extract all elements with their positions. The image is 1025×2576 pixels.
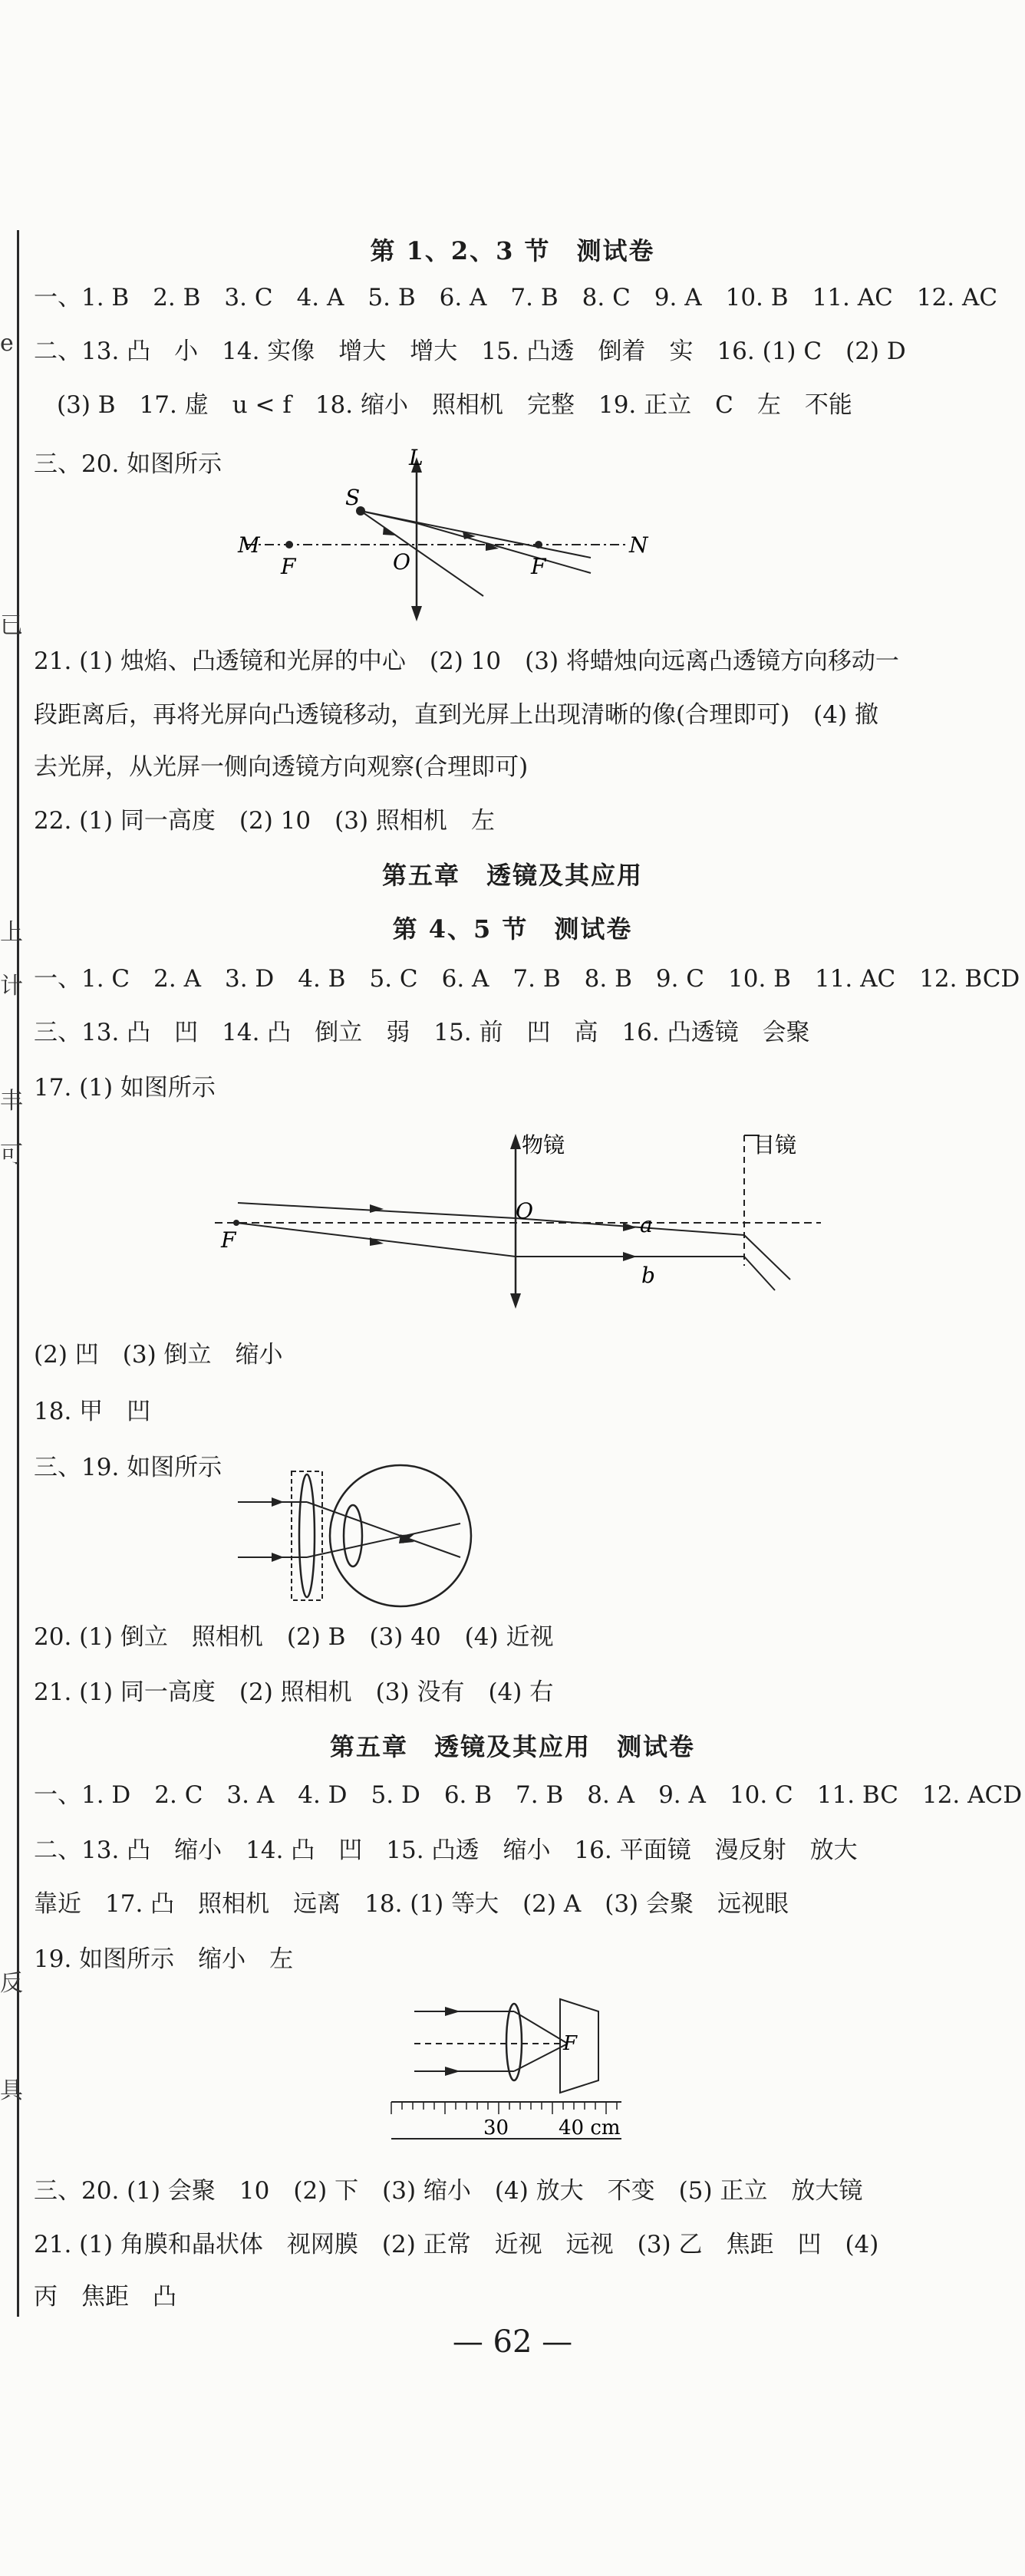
diagram-eye-correction xyxy=(230,1458,483,1611)
label-a: a xyxy=(640,1212,653,1237)
answer-line: 丙 焦距 凸 xyxy=(34,2283,176,2311)
answer-line: 17. (1) 如图所示 xyxy=(34,1074,216,1102)
label-eyepiece: 目镜 xyxy=(753,1132,797,1158)
answer-line: 20. (1) 倒立 照相机 (2) B (3) 40 (4) 近视 xyxy=(34,1623,554,1651)
label-objective: 物镜 xyxy=(522,1132,565,1158)
answer-line: 21. (1) 角膜和晶状体 视网膜 (2) 正常 近视 远视 (3) 乙 焦距 凹 (4) xyxy=(34,2231,879,2258)
label-b: b xyxy=(641,1263,655,1288)
margin-char: e xyxy=(0,330,14,357)
answer-line: 三、19. 如图所示 xyxy=(34,1454,222,1481)
answer-line: 19. 如图所示 缩小 左 xyxy=(34,1945,294,1973)
answer-line: 三、20. 如图所示 xyxy=(34,450,222,478)
answer-line: 去光屏，从光屏一侧向透镜方向观察(合理即可) xyxy=(34,753,529,781)
label-F: F xyxy=(563,2032,578,2055)
ruler-tick-30: 30 xyxy=(483,2116,509,2140)
section-title: 第 1、2、3 节 测试卷 xyxy=(370,236,655,265)
label-L: L xyxy=(409,446,424,470)
label-O: O xyxy=(516,1198,533,1224)
margin-char: 上 xyxy=(0,919,23,946)
label-F-left: F xyxy=(281,554,296,579)
margin-rule xyxy=(17,230,19,2317)
label-S: S xyxy=(345,485,361,510)
answer-line: (2) 凹 (3) 倒立 缩小 xyxy=(34,1341,283,1369)
answer-line: 靠近 17. 凸 照相机 远离 18. (1) 等大 (2) A (3) 会聚 远视眼 xyxy=(34,1890,789,1918)
answer-line: 二、13. 凸 小 14. 实像 增大 增大 15. 凸透 倒着 实 16. (1) C (2) D xyxy=(34,338,906,365)
label-F: F xyxy=(221,1227,236,1253)
answer-line: (3) B 17. 虚 u < f 18. 缩小 照相机 完整 19. 正立 C 左 不能 xyxy=(57,391,852,419)
answer-line: 一、1. B 2. B 3. C 4. A 5. B 6. A 7. B 8. C 9. A 10. B 11. AC 12. AC xyxy=(34,284,998,311)
section-title: 第五章 透镜及其应用 测试卷 xyxy=(329,1732,695,1761)
margin-char: 可 xyxy=(0,1141,23,1168)
margin-char: 具 xyxy=(0,2077,23,2104)
page-number: — 62 — xyxy=(452,2324,573,2360)
answer-line: 18. 甲 凹 xyxy=(34,1398,151,1425)
label-N: N xyxy=(629,532,648,558)
section-title: 第 4、5 节 测试卷 xyxy=(392,914,633,944)
answer-line: 21. (1) 同一高度 (2) 照相机 (3) 没有 (4) 右 xyxy=(34,1678,554,1706)
answer-line: 一、1. C 2. A 3. D 4. B 5. C 6. A 7. B 8. B 9. C 10. B 11. AC 12. BCD xyxy=(34,965,1020,993)
label-M: M xyxy=(238,532,260,558)
answer-line: 22. (1) 同一高度 (2) 10 (3) 照相机 左 xyxy=(34,807,495,835)
answer-line: 三、13. 凸 凹 14. 凸 倒立 弱 15. 前 凹 高 16. 凸透镜 会聚 xyxy=(34,1019,810,1046)
answer-line: 一、1. D 2. C 3. A 4. D 5. D 6. B 7. B 8. A 9. A 10. C 11. BC 12. ACD xyxy=(34,1781,1023,1809)
margin-char: 反 xyxy=(0,1970,23,1997)
answer-line: 三、20. (1) 会聚 10 (2) 下 (3) 缩小 (4) 放大 不变 (5) 正立 放大镜 xyxy=(34,2177,863,2205)
chapter-title: 第五章 透镜及其应用 xyxy=(381,861,643,890)
ruler-tick-40cm: 40 cm xyxy=(559,2116,621,2140)
answer-line: 二、13. 凸 缩小 14. 凸 凹 15. 凸透 缩小 16. 平面镜 漫反射 放大 xyxy=(34,1836,858,1864)
diagram-telescope xyxy=(207,1120,836,1312)
label-O: O xyxy=(393,549,410,575)
margin-char: 丰 xyxy=(0,1088,23,1115)
diagram-lens-ruler xyxy=(368,1988,644,2142)
label-F-right: F xyxy=(531,554,546,579)
answer-line: 21. (1) 烛焰、凸透镜和光屏的中心 (2) 10 (3) 将蜡烛向远离凸透镜方向移动一 xyxy=(34,647,899,675)
answer-line: 段距离后，再将光屏向凸透镜移动，直到光屏上出现清晰的像(合理即可) (4) 撤 xyxy=(34,701,878,729)
margin-char: 计 xyxy=(0,973,23,1000)
margin-char: 已 xyxy=(0,612,23,639)
diagram-lens-ray xyxy=(230,446,660,623)
